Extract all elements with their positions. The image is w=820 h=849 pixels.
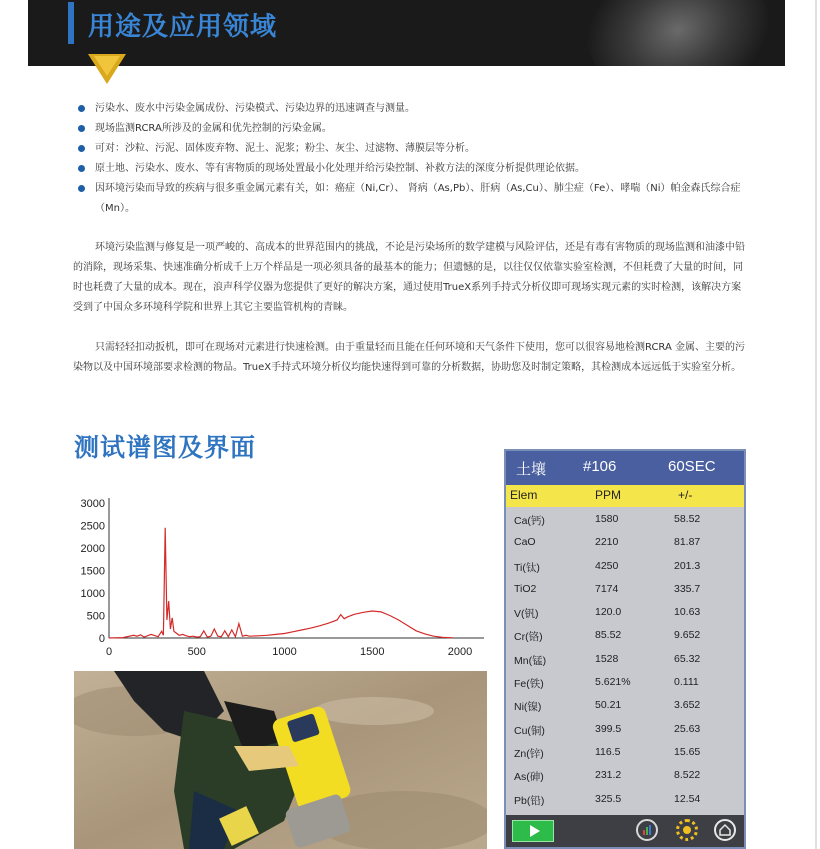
sample-number: #106 [583, 458, 617, 475]
element-name: Pb(铅) [514, 794, 545, 807]
x-tick-label: 2000 [447, 646, 473, 658]
table-row [506, 718, 744, 741]
table-row [506, 648, 744, 671]
application-bullet-list [78, 99, 748, 219]
ppm-value: 85.52 [595, 629, 622, 642]
bullet-icon [78, 125, 85, 132]
y-tick-label: 3000 [80, 498, 105, 510]
list-item: 污染水、废水中污染金属成份、污染模式、污染边界的迅速调查与测量。 [78, 99, 748, 119]
element-name: Mn(锰) [514, 654, 547, 667]
error-value: 12.54 [674, 792, 701, 805]
table-row [506, 624, 744, 647]
ppm-value: 399.5 [595, 722, 622, 735]
table-row [506, 694, 744, 717]
table-row [506, 788, 744, 811]
error-value: 25.63 [674, 722, 701, 735]
ppm-value: 50.21 [595, 699, 622, 712]
y-tick-label: 1500 [80, 565, 105, 578]
list-item: 可对：沙粒、污泥、固体废弃物、泥土、泥浆；粉尘、灰尘、过滤物、薄膜层等分析。 [78, 139, 748, 159]
column-header: Elem [510, 488, 538, 502]
list-item: 现场监测RCRA所涉及的金属和优先控制的污染金属。 [78, 119, 748, 139]
screen-footer [506, 815, 744, 847]
error-value: 65.32 [674, 652, 701, 665]
bullet-icon [78, 165, 85, 172]
page-title: 用途及应用领域 [88, 12, 278, 42]
error-value: 201.3 [674, 559, 701, 572]
element-name: CaO [514, 536, 536, 549]
error-value: 335.7 [674, 582, 701, 595]
error-value: 81.87 [674, 536, 701, 549]
element-name: As(砷) [514, 771, 544, 784]
table-row [506, 601, 744, 624]
play-icon[interactable] [512, 820, 554, 842]
y-tick-label: 0 [98, 633, 105, 645]
bullet-icon [78, 185, 85, 192]
body-paragraph: 只需轻轻扣动扳机，即可在现场对元素进行快速检测。由于重量轻而且能在任何环境和天气条件下使用，您可以很容易地检测RCRA 金属、主要的污染物以及中国环境部要求检测的物品。TrueX手持式环境分析仪均能快速得到可靠的分析数据，协助您及时制定策略，其检测成本远远低于实验室分析。 [73, 342, 745, 373]
spectrum-line [109, 528, 453, 638]
body-paragraph: 环境污染监测与修复是一项严峻的、高成本的世界范围内的挑战，不论是污染场所的数学建模与风险评估，还是有毒有害物质的现场监测和油漆中铅的消除，现场采集、快速准确分析成千上万个样品是一项必须具备的最基本的能力；但遗憾的是，以往仅仅依靠实验室检测，不但耗费了大量的时间，同时也耗费了大量的成本。现在，浪声科学仪器为您提供了更好的解决方案，通过使用TrueX系列手持式分析仪即可现场实现元素的实时检测，该解决方案受到了中国众多环境科学院和世界上其它主要监管机构的青睐。 [73, 242, 745, 313]
field-test-photo [74, 671, 487, 849]
home-icon[interactable] [714, 819, 736, 841]
settings-icon[interactable] [676, 819, 698, 841]
gold-triangle-highlight [94, 56, 120, 76]
ppm-value: 120.0 [595, 606, 622, 619]
table-header [506, 485, 744, 507]
ppm-value: 1528 [595, 652, 619, 665]
test-duration: 60SEC [668, 458, 716, 475]
error-value: 3.652 [674, 699, 701, 712]
column-header: +/- [678, 488, 693, 502]
y-tick-label: 1000 [80, 588, 105, 600]
analyzer-screen [504, 449, 746, 849]
page-edge-rule [815, 0, 817, 849]
chart-icon[interactable] [636, 819, 658, 841]
bullet-icon [78, 105, 85, 112]
element-name: V(钒) [514, 608, 539, 621]
element-name: TiO2 [514, 582, 537, 595]
spectrum-chart [70, 490, 490, 662]
element-name: Cr(铬) [514, 631, 543, 644]
title-accent-bar [68, 2, 74, 44]
ppm-value: 1580 [595, 513, 619, 525]
element-name: Zn(锌) [514, 747, 544, 760]
ppm-value: 7174 [595, 582, 619, 595]
x-tick-label: 1000 [272, 646, 297, 658]
table-row [506, 555, 744, 578]
results-table [506, 508, 744, 811]
ppm-value: 2210 [595, 536, 619, 549]
y-tick-label: 2500 [80, 520, 105, 533]
error-value: 10.63 [674, 606, 701, 619]
error-value: 8.522 [674, 769, 701, 782]
bullet-icon [78, 145, 85, 152]
element-name: Ca(钙) [514, 515, 545, 527]
element-name: Ti(钛) [514, 561, 540, 574]
error-value: 9.652 [674, 629, 701, 642]
y-tick-labels [81, 498, 105, 645]
x-tick-label: 0 [105, 646, 113, 658]
sample-type: 土壤 [516, 461, 547, 478]
banner-background-image [567, 0, 785, 66]
ppm-value: 116.5 [595, 745, 621, 758]
ppm-value: 325.5 [595, 792, 622, 805]
table-row [506, 764, 744, 787]
ppm-value: 4250 [595, 559, 619, 572]
element-name: Fe(铁) [514, 678, 544, 691]
element-name: Cu(铜) [514, 724, 545, 737]
y-tick-label: 500 [86, 610, 105, 623]
column-header: PPM [595, 488, 622, 502]
element-name: Ni(镍) [514, 701, 542, 714]
error-value: 0.111 [674, 676, 699, 689]
x-tick-label: 500 [187, 646, 206, 658]
list-item: 因环境污染而导致的疾病与很多重金属元素有关，如：癌症（Ni,Cr）、 肾病（As,Pb）、肝病（As,Cu）、肺尘症（Fe）、哮喘（Ni）帕金森氏综合症（Mn）。 [78, 179, 748, 219]
x-tick-label: 1500 [360, 646, 385, 658]
table-row [506, 671, 744, 694]
x-tick-labels [106, 646, 472, 658]
table-row [506, 508, 744, 531]
chart-series [109, 528, 453, 638]
error-value: 15.65 [674, 745, 701, 758]
error-value: 58.52 [674, 513, 701, 525]
table-row [506, 578, 744, 601]
table-row [506, 531, 744, 554]
section-title: 测试谱图及界面 [74, 433, 257, 462]
table-row [506, 741, 744, 764]
header-banner [28, 0, 785, 66]
screen-header [506, 451, 744, 485]
ppm-value: 5.621% [595, 676, 631, 689]
list-item: 原土地、污染水、废水、等有害物质的现场处置最小化处理并给污染控制、补救方法的深度分析提供理论依据。 [78, 159, 748, 179]
chart-axes [109, 498, 484, 638]
ppm-value: 231.2 [595, 769, 622, 782]
y-tick-label: 2000 [80, 543, 105, 555]
